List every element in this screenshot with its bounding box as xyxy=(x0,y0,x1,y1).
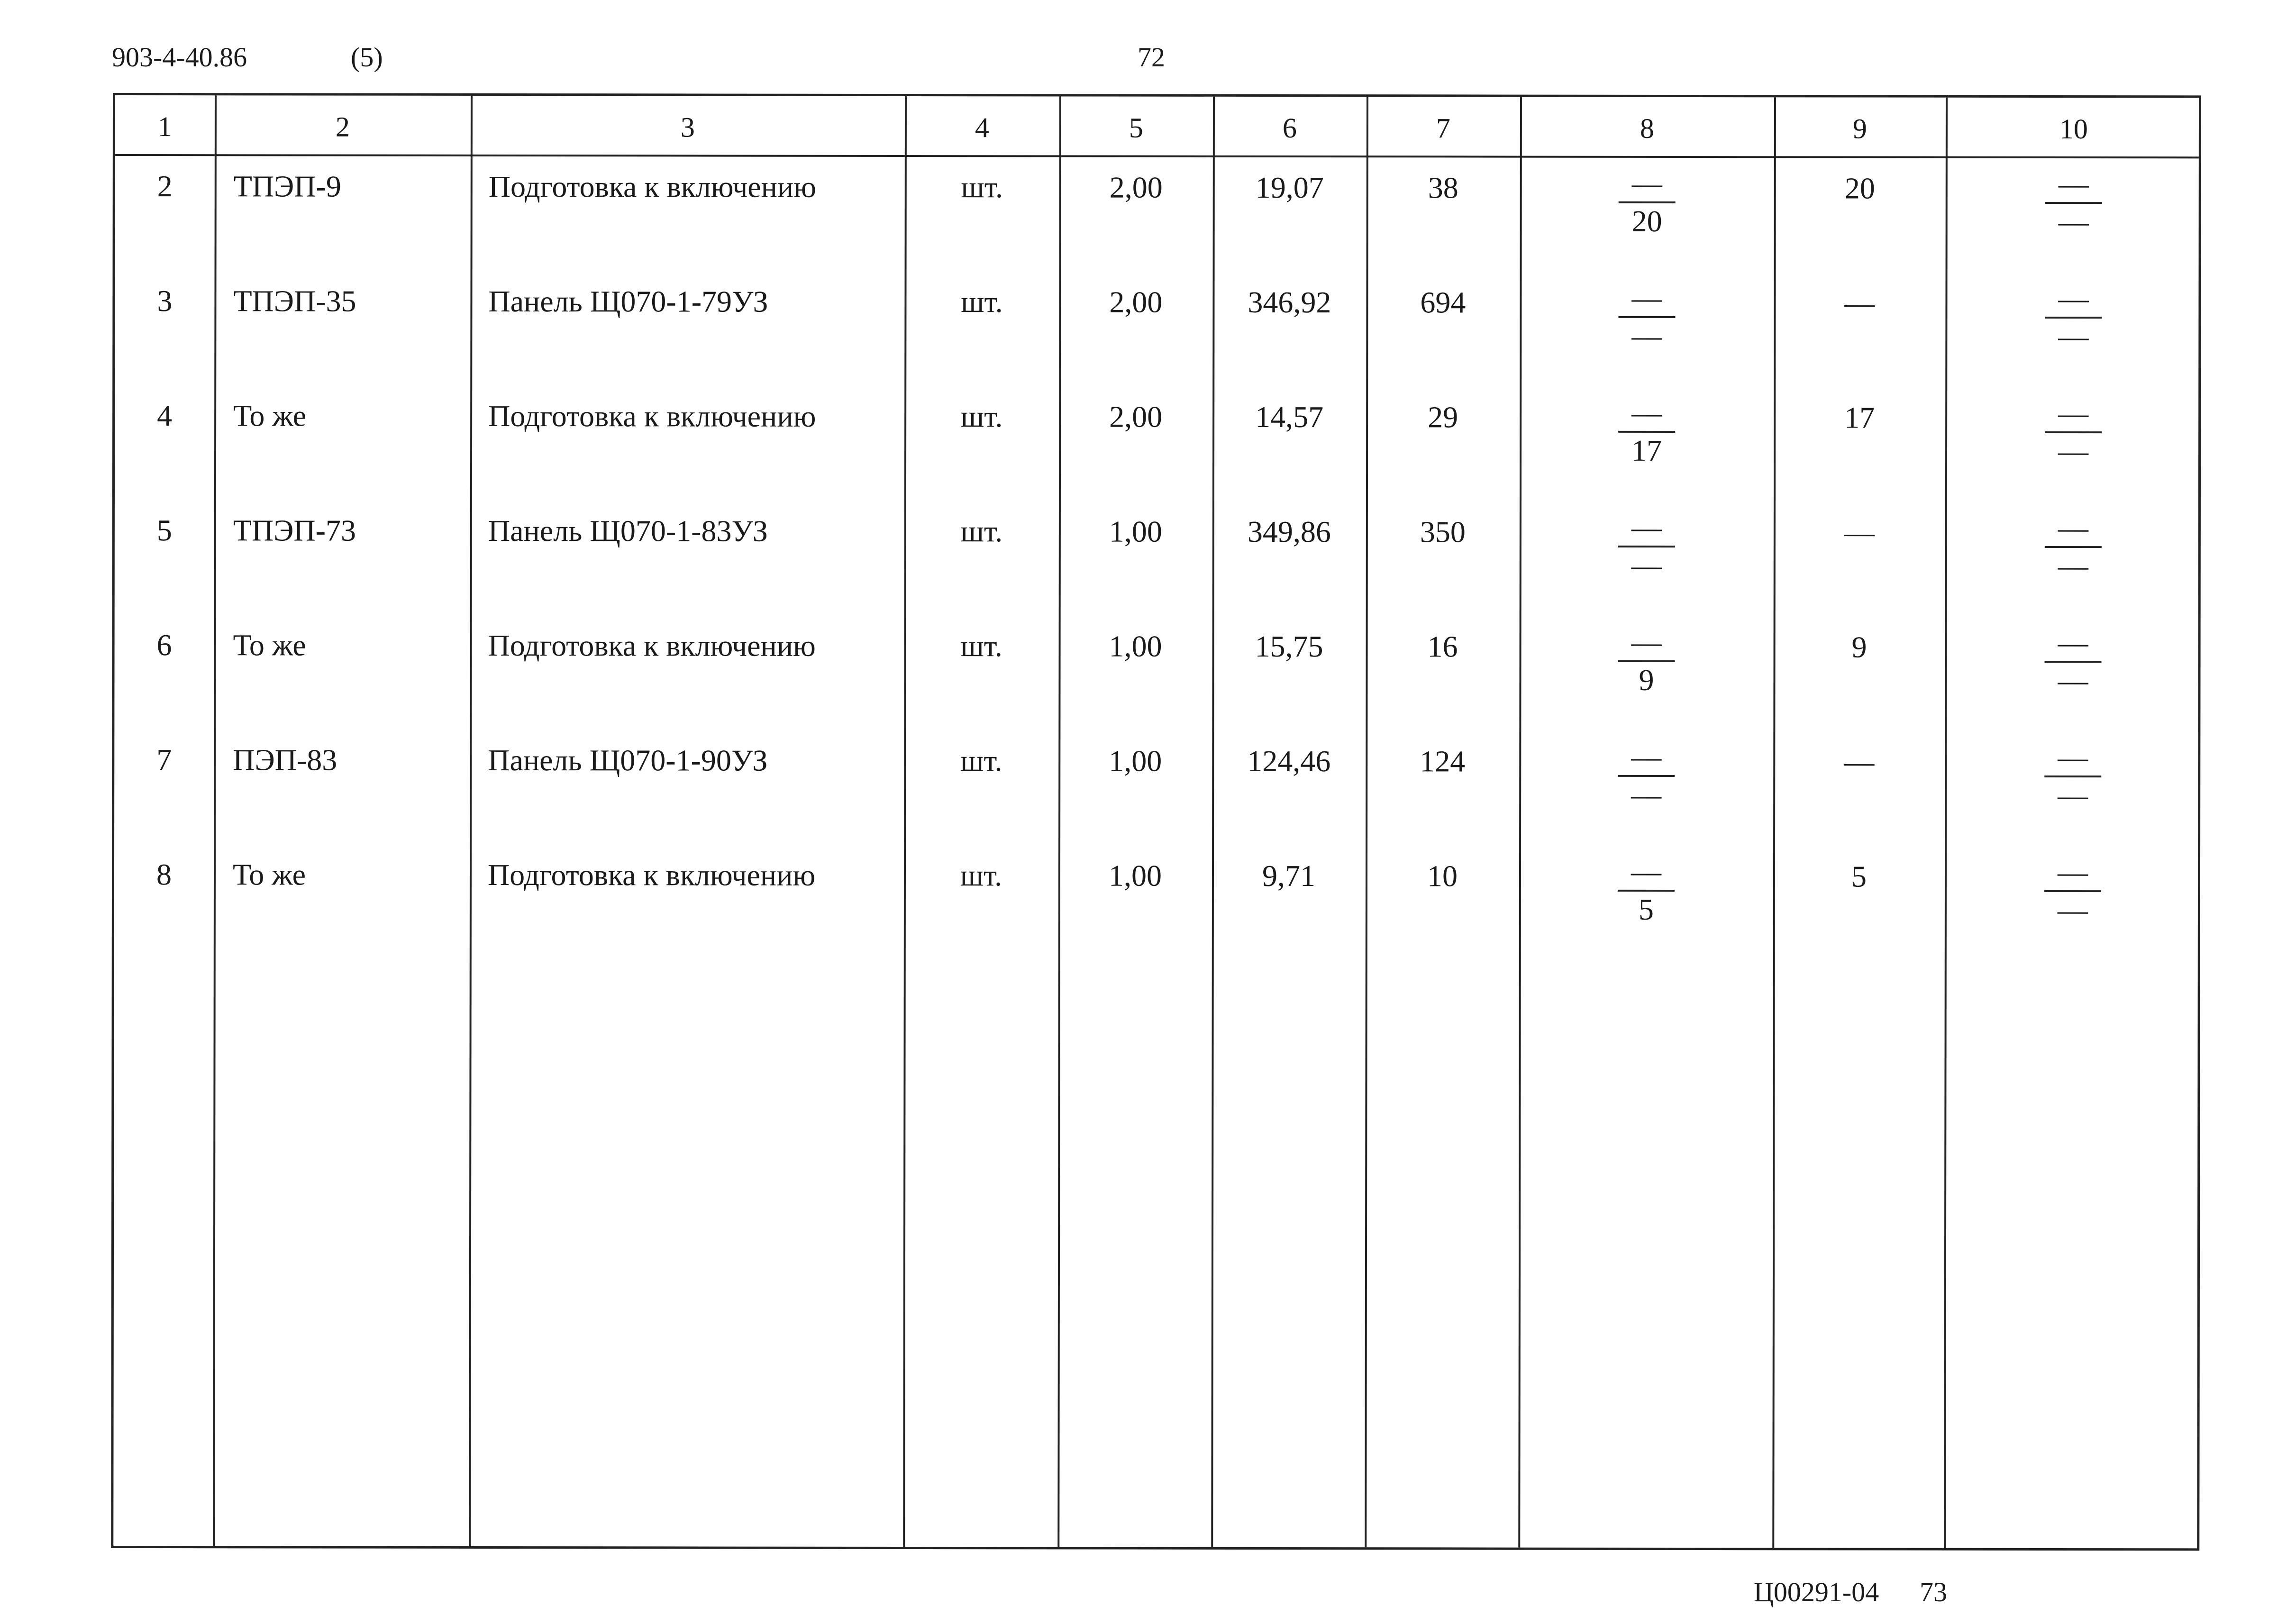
item-code: ТПЭП-9 xyxy=(233,169,341,203)
fraction-numerator: — xyxy=(1631,739,1662,774)
item-quantity: 2,00 xyxy=(1109,170,1163,204)
fraction-denominator: — xyxy=(2057,893,2088,927)
fraction-denominator: 5 xyxy=(1638,892,1654,926)
fraction-numerator: — xyxy=(2058,396,2089,430)
estimate-table xyxy=(111,93,2201,1551)
fraction-bar xyxy=(1618,890,1675,892)
footer-page-number: 73 xyxy=(1920,1577,1947,1607)
column-divider xyxy=(1772,97,1776,1548)
column-header: 3 xyxy=(680,111,695,143)
fraction-bar xyxy=(1618,316,1675,318)
item-unit: шт. xyxy=(960,744,1002,778)
fraction-numerator: — xyxy=(1631,625,1662,659)
fraction-denominator: 9 xyxy=(1639,663,1654,697)
fraction-bar xyxy=(2045,661,2102,663)
item-total: 38 xyxy=(1428,171,1458,205)
column-10-fraction xyxy=(2044,857,2101,925)
item-name: Подготовка к включению xyxy=(488,399,816,433)
fraction-numerator: — xyxy=(1631,395,1662,429)
item-unit: шт. xyxy=(960,514,1003,548)
fraction-bar xyxy=(2045,202,2102,204)
item-unit: шт. xyxy=(961,285,1003,319)
column-header: 6 xyxy=(1282,112,1297,144)
fraction-denominator: — xyxy=(1631,777,1662,812)
fraction-bar xyxy=(1619,201,1676,203)
column-header: 2 xyxy=(335,111,350,143)
fraction-numerator: — xyxy=(2058,740,2088,775)
item-total: 124 xyxy=(1420,744,1466,778)
column-divider xyxy=(1057,96,1061,1547)
fraction-bar xyxy=(1618,660,1675,662)
fraction-bar xyxy=(2044,890,2101,892)
column-9-value: — xyxy=(1844,515,1875,549)
item-code: То же xyxy=(233,628,306,662)
column-header: 9 xyxy=(1852,113,1867,145)
fraction-numerator: — xyxy=(2058,282,2089,316)
column-10-fraction xyxy=(2045,513,2102,581)
fraction-numerator: — xyxy=(2058,626,2088,660)
item-name: Панель Щ070-1-90УЗ xyxy=(488,743,768,777)
fraction-numerator: — xyxy=(1631,281,1662,315)
item-total: 350 xyxy=(1420,515,1466,549)
item-total: 694 xyxy=(1420,285,1466,319)
fraction-bar xyxy=(2045,317,2102,319)
row-number: 4 xyxy=(157,399,173,433)
column-9-value: 5 xyxy=(1851,859,1867,894)
column-divider xyxy=(469,96,473,1546)
fraction-denominator: — xyxy=(2058,319,2089,354)
header-divider xyxy=(115,154,2199,158)
page-number: 72 xyxy=(1138,42,1165,73)
column-header: 4 xyxy=(975,112,989,144)
column-divider xyxy=(1365,97,1368,1547)
item-price: 124,46 xyxy=(1247,744,1331,778)
column-8-fraction xyxy=(1618,739,1675,812)
fraction-denominator: — xyxy=(2058,549,2088,583)
item-quantity: 1,00 xyxy=(1109,514,1162,548)
column-divider xyxy=(213,95,217,1546)
row-number: 6 xyxy=(156,628,172,662)
column-9-value: — xyxy=(1844,286,1875,320)
document-code: 903-4-40.86 xyxy=(112,42,247,73)
fraction-bar xyxy=(2044,776,2101,777)
column-8-fraction xyxy=(1618,512,1675,581)
fraction-denominator: — xyxy=(2058,664,2088,698)
column-9-value: 20 xyxy=(1844,171,1875,205)
fraction-denominator: — xyxy=(2058,205,2089,239)
column-header: 7 xyxy=(1436,112,1450,144)
item-total: 10 xyxy=(1427,859,1458,893)
column-8-fraction xyxy=(1618,395,1675,467)
fraction-numerator: — xyxy=(2058,167,2089,201)
column-9-value: 17 xyxy=(1844,401,1875,435)
item-code: То же xyxy=(232,858,306,892)
item-code: ТПЭП-35 xyxy=(233,284,356,318)
item-name: Панель Щ070-1-83УЗ xyxy=(488,513,768,548)
fraction-denominator: — xyxy=(2058,778,2088,812)
column-10-fraction xyxy=(2045,169,2102,237)
column-9-value: — xyxy=(1844,745,1875,779)
fraction-numerator: — xyxy=(2057,855,2088,889)
item-price: 346,92 xyxy=(1248,285,1331,319)
item-name: Подготовка к включению xyxy=(488,169,817,204)
column-divider xyxy=(1944,98,1948,1548)
item-code: ПЭП-83 xyxy=(233,743,337,777)
column-10-fraction xyxy=(2045,398,2102,466)
item-name: Подготовка к включению xyxy=(487,858,816,892)
row-number: 7 xyxy=(156,743,172,777)
fraction-numerator: — xyxy=(1631,510,1662,544)
fraction-bar xyxy=(1618,546,1675,547)
column-header: 10 xyxy=(2059,113,2088,145)
fraction-bar xyxy=(2045,431,2102,433)
item-code: ТПЭП-73 xyxy=(233,513,356,547)
column-8-fraction xyxy=(1619,168,1676,237)
item-unit: шт. xyxy=(961,170,1003,204)
column-divider xyxy=(903,96,907,1547)
item-quantity: 1,00 xyxy=(1109,744,1162,778)
fraction-denominator: 17 xyxy=(1631,433,1662,467)
item-name: Панель Щ070-1-79УЗ xyxy=(488,284,768,319)
table-body xyxy=(115,95,2199,927)
footer-code: Ц00291-04 xyxy=(1754,1577,1879,1607)
fraction-numerator: — xyxy=(2058,511,2088,545)
document-variant: (5) xyxy=(351,42,383,73)
item-price: 19,07 xyxy=(1255,170,1324,205)
item-price: 9,71 xyxy=(1262,858,1316,893)
column-10-fraction xyxy=(2044,628,2101,696)
column-header: 8 xyxy=(1640,112,1654,144)
fraction-denominator: — xyxy=(2058,434,2089,468)
item-unit: шт. xyxy=(960,629,1002,663)
fraction-bar xyxy=(1618,431,1675,433)
fraction-numerator: — xyxy=(1631,854,1662,888)
item-unit: шт. xyxy=(960,400,1003,434)
fraction-bar xyxy=(2045,546,2102,548)
item-unit: шт. xyxy=(960,858,1002,893)
item-quantity: 2,00 xyxy=(1109,285,1163,319)
row-number: 5 xyxy=(156,513,172,547)
item-name: Подготовка к включению xyxy=(488,628,816,663)
item-code: То же xyxy=(233,399,307,433)
item-price: 14,57 xyxy=(1255,400,1324,434)
fraction-bar xyxy=(1618,775,1675,777)
row-number: 8 xyxy=(156,858,172,892)
row-number: 3 xyxy=(157,284,173,318)
column-8-fraction xyxy=(1618,283,1675,351)
column-header: 5 xyxy=(1129,112,1143,144)
item-quantity: 1,00 xyxy=(1109,629,1162,663)
item-quantity: 1,00 xyxy=(1108,858,1162,893)
column-10-fraction xyxy=(2045,283,2102,352)
fraction-denominator: — xyxy=(1631,548,1662,582)
column-10-fraction xyxy=(2044,742,2101,811)
item-price: 349,86 xyxy=(1247,514,1331,549)
column-9-value: 9 xyxy=(1851,630,1867,664)
item-price: 15,75 xyxy=(1255,629,1323,664)
fraction-denominator: 20 xyxy=(1631,204,1662,238)
column-header: 1 xyxy=(157,111,172,143)
fraction-denominator: — xyxy=(1631,319,1662,353)
column-8-fraction xyxy=(1618,854,1675,926)
item-quantity: 2,00 xyxy=(1109,400,1163,434)
column-divider xyxy=(1518,97,1522,1548)
column-divider xyxy=(1211,97,1215,1547)
item-total: 29 xyxy=(1428,400,1458,434)
column-8-fraction xyxy=(1618,627,1675,695)
row-number: 2 xyxy=(157,169,173,203)
item-total: 16 xyxy=(1427,630,1458,664)
fraction-numerator: — xyxy=(1631,166,1662,200)
